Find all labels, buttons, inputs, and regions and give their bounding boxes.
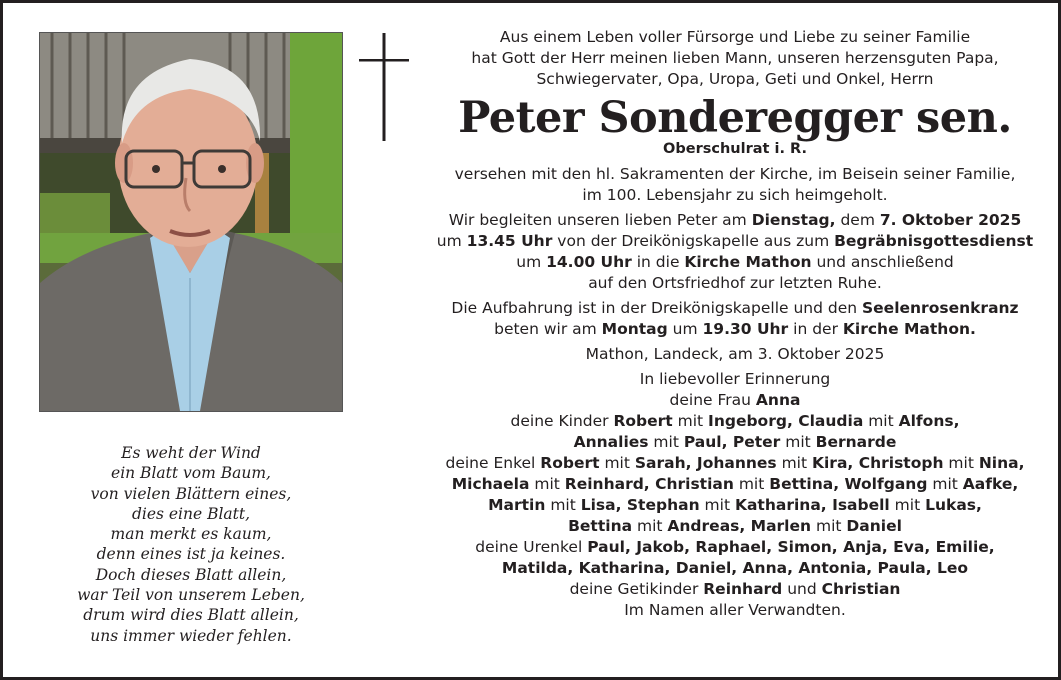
portrait-photo bbox=[39, 32, 343, 412]
great-grandchildren-line: deine Urenkel Paul, Jakob, Raphael, Simon, Anja, Eva, Emilie, bbox=[475, 538, 995, 556]
poem-line: war Teil von unserem Leben, bbox=[77, 586, 305, 605]
grandchildren-line: Bettina mit Andreas, Marlen mit Daniel bbox=[568, 517, 902, 535]
cross-icon bbox=[359, 33, 409, 141]
poem-line: Doch dieses Blatt allein, bbox=[95, 565, 287, 584]
grandchildren-line: Martin mit Lisa, Stephan mit Katharina, Isabell mit Lukas, bbox=[488, 496, 982, 514]
children-line: Annalies mit Paul, Peter mit Bernarde bbox=[573, 433, 897, 451]
remembrance: In liebevoller Erinnerung bbox=[639, 370, 831, 388]
poem-line: drum wird dies Blatt allein, bbox=[83, 606, 299, 625]
funeral-line: Wir begleiten unseren lieben Peter am Dienstag, dem 7. Oktober 2025 bbox=[448, 211, 1022, 229]
intro-line: Schwiegervater, Opa, Uropa, Geti und Onkel, Herrn bbox=[536, 70, 934, 88]
poem-line: dies eine Blatt, bbox=[131, 504, 251, 523]
deceased-title: Oberschulrat i. R. bbox=[663, 141, 807, 157]
announcement-text bbox=[415, 27, 1055, 621]
place-date: Mathon, Landeck, am 3. Oktober 2025 bbox=[585, 345, 885, 363]
poem-line: uns immer wieder fehlen. bbox=[90, 626, 292, 645]
grandchildren-line: deine Enkel Robert mit Sarah, Johannes mit Kira, Christoph mit Nina, bbox=[445, 454, 1025, 472]
funeral-line: auf den Ortsfriedhof zur letzten Ruhe. bbox=[588, 274, 882, 292]
poem bbox=[39, 443, 343, 646]
poem-line: man merkt es kaum, bbox=[110, 525, 272, 544]
sacraments-line: versehen mit den hl. Sakramenten der Kirche, im Beisein seiner Familie, bbox=[454, 165, 1016, 183]
deceased-name: Peter Sonderegger sen. bbox=[458, 93, 1012, 143]
grandchildren-line: Michaela mit Reinhard, Christian mit Bettina, Wolfgang mit Aafke, bbox=[451, 475, 1019, 493]
intro-line: Aus einem Leben voller Fürsorge und Liebe zu seiner Familie bbox=[499, 28, 971, 46]
closing-line: Im Namen aller Verwandten. bbox=[624, 601, 846, 619]
children-line: deine Kinder Robert mit Ingeborg, Claudia mit Alfons, bbox=[510, 412, 960, 430]
poem-line: ein Blatt vom Baum, bbox=[111, 464, 271, 483]
godchildren-line: deine Getikinder Reinhard und Christian bbox=[569, 580, 901, 598]
funeral-line: um 14.00 Uhr in die Kirche Mathon und anschließend bbox=[516, 253, 954, 271]
poem-line: von vielen Blättern eines, bbox=[90, 484, 292, 503]
sacraments-line: im 100. Lebensjahr zu sich heimgeholt. bbox=[582, 186, 888, 204]
viewing-line: Die Aufbahrung ist in der Dreikönigskapelle und den Seelenrosenkranz bbox=[451, 299, 1019, 317]
funeral-line: um 13.45 Uhr von der Dreikönigskapelle aus zum Begräbnisgottesdienst bbox=[436, 232, 1034, 250]
poem-line: Es weht der Wind bbox=[121, 444, 261, 462]
viewing-line: beten wir am Montag um 19.30 Uhr in der Kirche Mathon. bbox=[494, 320, 976, 338]
wife-line: deine Frau Anna bbox=[669, 391, 801, 409]
intro-line: hat Gott der Herr meinen lieben Mann, unseren herzensguten Papa, bbox=[471, 49, 999, 67]
poem-line: denn eines ist ja keines. bbox=[96, 545, 286, 564]
great-grandchildren-line: Matilda, Katharina, Daniel, Anna, Antonia, Paula, Leo bbox=[501, 559, 969, 577]
